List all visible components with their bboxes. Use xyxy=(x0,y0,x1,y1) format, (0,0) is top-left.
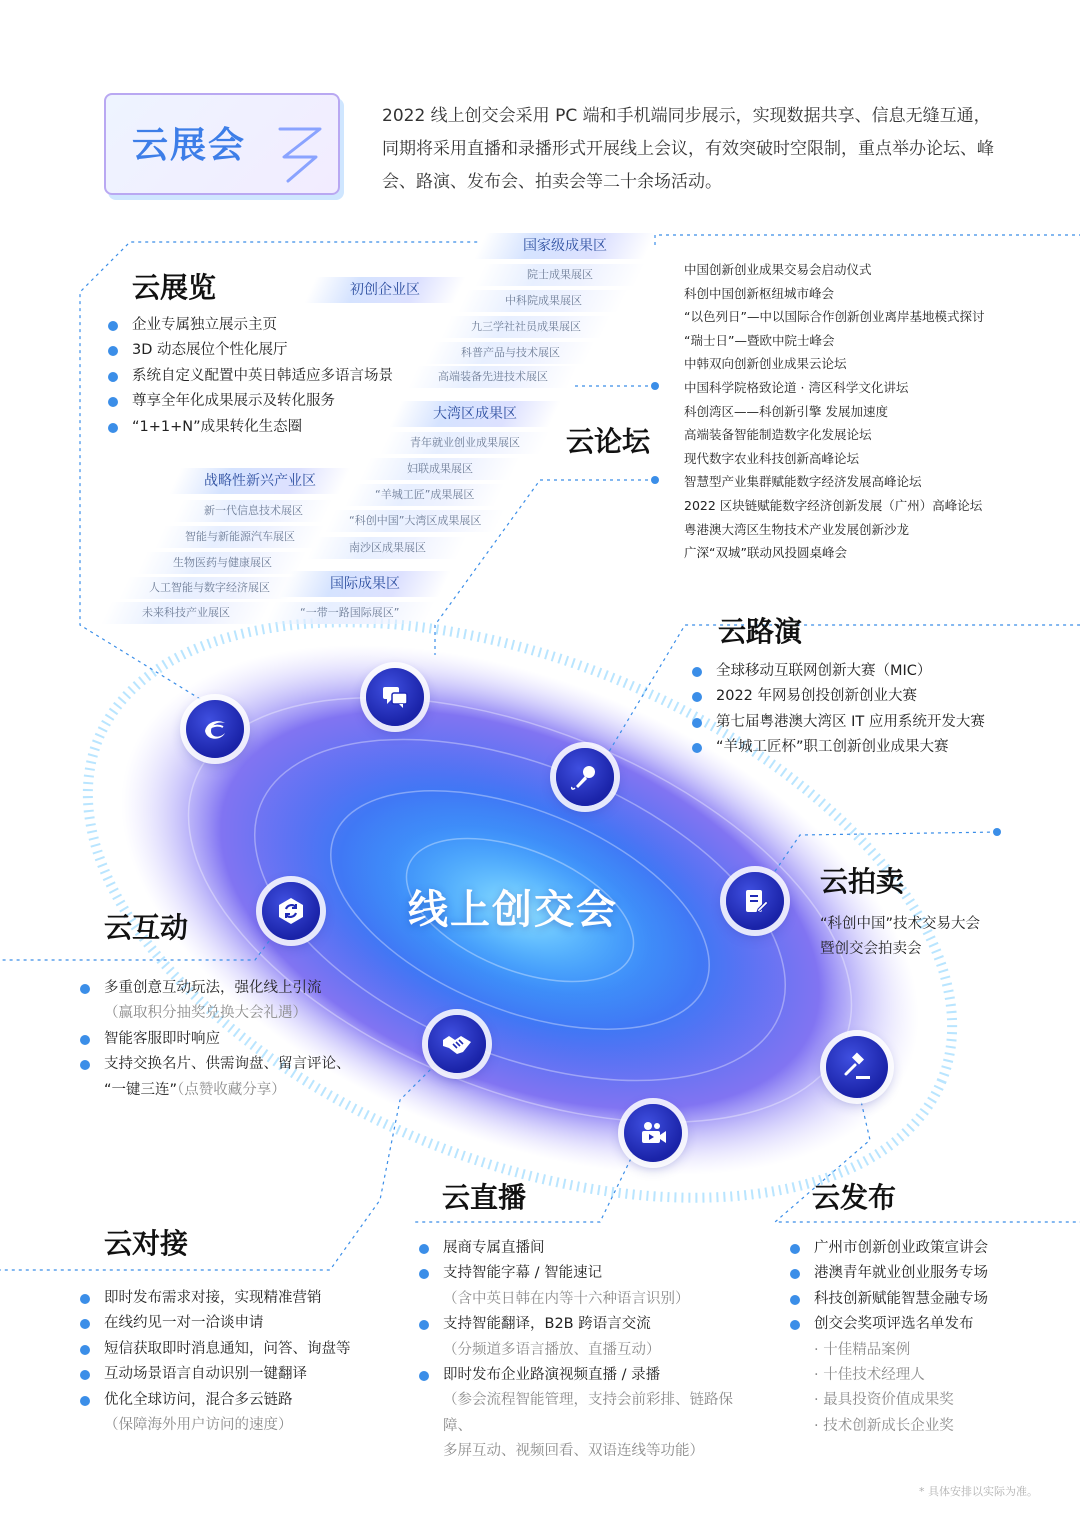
document-edit-icon xyxy=(726,872,784,930)
auction-text xyxy=(820,912,980,962)
list-item: 全球移动互联网创新大赛（MIC） xyxy=(690,659,1010,684)
list-item: 2022 区块链赋能数字经济创新发展（广州）高峰论坛 xyxy=(684,497,983,513)
zone-item: 人工智能与数字经济展区 xyxy=(119,577,299,599)
list-item: 科创湾区——科创新引擎 发展加速度 xyxy=(684,403,888,419)
list-item: 2022 年网易创投创新创业大赛 xyxy=(690,684,1010,709)
list-item: 中韩双向创新创业成果云论坛 xyxy=(684,356,847,372)
zone-bay: 大湾区成果区 xyxy=(389,401,561,427)
zone-national: 国家级成果区 xyxy=(474,233,656,259)
list-item: 粤港澳大湾区生物技术产业发展创新沙龙 xyxy=(684,521,910,537)
footnote: * 具体安排以实际为准。 xyxy=(919,1485,1038,1498)
dock-heading: 云对接 xyxy=(104,1227,189,1260)
chat-icon xyxy=(366,668,424,726)
microphone-icon xyxy=(556,748,614,806)
exchange-icon xyxy=(262,882,320,940)
list-item: 现代数字农业科技创新高峰论坛 xyxy=(684,450,860,466)
zone-strategic: 战略性新兴产业区 xyxy=(169,468,351,494)
live-list xyxy=(417,1236,757,1465)
auction-line: “科创中国”技术交易大会 xyxy=(820,916,981,932)
zone-item: 高端装备先进技术展区 xyxy=(408,366,578,388)
list-item: 广深“双城”联动风投圆桌峰会 xyxy=(684,545,847,561)
list-item: 在线约见一对一洽谈申请 xyxy=(78,1311,378,1336)
video-camera-icon xyxy=(624,1104,682,1162)
zone-item: 智能与新能源汽车展区 xyxy=(155,526,325,548)
list-note: （赢取积分抽奖兑换大会礼遇） xyxy=(104,1005,307,1022)
list-subitem: · 十佳技术经理人 xyxy=(814,1367,925,1384)
list-item: 支持智能翻译，B2B 跨语言交流 xyxy=(417,1312,757,1337)
zone-item: 生物医药与健康展区 xyxy=(137,552,307,574)
list-item: “1+1+N”成果转化生态圈 xyxy=(106,415,446,440)
list-item: 系统自定义配置中英日韩适应多语言场景 xyxy=(106,364,446,389)
list-item: 3D 动态展位个性化展厅 xyxy=(106,338,446,363)
list-item: 即时发布需求对接，实现精准营销 xyxy=(78,1286,378,1311)
zone-item: “一带一路国际展区” xyxy=(265,602,435,624)
roadshow-heading: 云路演 xyxy=(718,615,803,648)
list-item: 企业专属独立展示主页 xyxy=(106,313,446,338)
handshake-icon xyxy=(428,1015,486,1073)
zone-intl: 国际成果区 xyxy=(279,571,451,597)
zone-item: 青年就业创业成果展区 xyxy=(380,432,550,454)
zone-item: 妇联成果展区 xyxy=(360,458,520,480)
list-item: “瑞士日”—暨欧中院士峰会 xyxy=(684,332,835,348)
list-item: 创交会奖项评选名单发布 xyxy=(788,1312,1038,1337)
zone-item: 九三学社社员成果展区 xyxy=(441,316,611,338)
list-item: 中国创新创业成果交易会启动仪式 xyxy=(684,262,872,277)
zone-item: 院士成果展区 xyxy=(475,264,645,286)
list-subitem: · 最具投资价值成果奖 xyxy=(814,1392,954,1409)
list-item: 支持智能字幕 / 智能速记 xyxy=(417,1261,757,1286)
title-box xyxy=(104,93,340,195)
list-item: 科技创新赋能智慧金融专场 xyxy=(788,1287,1038,1312)
dock-list xyxy=(78,1286,378,1438)
list-note: （保障海外用户访问的速度） xyxy=(104,1417,293,1434)
zone-item: “科创中国”大湾区成果展区 xyxy=(325,510,505,532)
intro-paragraph: 2022 线上创交会采用 PC 端和手机端同步展示，实现数据共享、信息无缝互通，同期将采用直播和录播形式开展线上会议，有效突破时空限制，重点举办论坛、峰会、路演、发布会、拍卖会等二十余场活动。 xyxy=(382,106,994,192)
list-item: “羊城工匠杯”职工创新创业成果大赛 xyxy=(690,735,1010,760)
exhibit-heading: 云展览 xyxy=(132,271,217,304)
zone-item: 新一代信息技术展区 xyxy=(173,500,333,522)
list-item: 互动场景语言自动识别一键翻译 xyxy=(78,1362,378,1387)
list-note: 多屏互动、视频回看、双语连线等功能） xyxy=(443,1443,704,1460)
zone-startup: 初创企业区 xyxy=(304,277,466,303)
list-item: 港澳青年就业创业服务专场 xyxy=(788,1261,1038,1286)
zone-item: 中科院成果展区 xyxy=(458,290,628,312)
list-item: 展商专属直播间 xyxy=(417,1236,757,1261)
list-note: （含中英日韩在内等十六种语言识别） xyxy=(443,1290,690,1307)
list-item: 高端装备智能制造数字化发展论坛 xyxy=(684,427,872,443)
z-decoration-icon xyxy=(274,123,326,185)
list-item: 智慧型产业集群赋能数字经济发展高峰论坛 xyxy=(684,474,922,490)
release-list xyxy=(788,1236,1038,1439)
interact-list xyxy=(78,976,378,1103)
zone-item: “羊城工匠”成果展区 xyxy=(345,484,505,506)
zone-item: 未来科技产业展区 xyxy=(101,602,271,624)
center-title: 线上创交会 xyxy=(408,887,618,933)
list-item: 科创中国创新枢纽城市峰会 xyxy=(684,285,835,301)
forum-list xyxy=(684,258,984,565)
zone-item: 南沙区成果展区 xyxy=(307,537,467,559)
list-item: 优化全球访问，混合多云链路 xyxy=(78,1388,378,1413)
interact-heading: 云互动 xyxy=(104,911,189,944)
list-item: 短信获取即时消息通知，问答、询盘等 xyxy=(78,1337,378,1362)
list-item: 中国科学院格致论道 · 湾区科学文化讲坛 xyxy=(684,379,909,395)
list-item: 即时发布企业路演视频直播 / 录播 xyxy=(417,1363,757,1388)
page-title: 云展会 xyxy=(132,125,247,166)
zone-item: 科普产品与技术展区 xyxy=(425,342,595,364)
list-item: “以色列日”—中以国际合作创新创业离岸基地模式探讨 xyxy=(684,309,985,325)
forum-heading: 云论坛 xyxy=(566,425,651,458)
logo-icon xyxy=(186,700,244,758)
list-item: 多重创意互动玩法，强化线上引流 xyxy=(78,976,378,1001)
list-item: 支持交换名片、供需询盘、留言评论、 xyxy=(78,1052,378,1077)
gavel-icon xyxy=(826,1036,888,1098)
release-heading: 云发布 xyxy=(812,1181,897,1214)
list-item-cont: “一键三连”（点赞收藏分享） xyxy=(104,1081,286,1098)
auction-heading: 云拍卖 xyxy=(820,865,905,898)
live-heading: 云直播 xyxy=(442,1181,527,1214)
list-note: （分频道多语言播放、直播互动） xyxy=(443,1341,661,1358)
list-subitem: · 技术创新成长企业奖 xyxy=(814,1417,954,1434)
list-item: 智能客服即时响应 xyxy=(78,1027,378,1052)
list-subitem: · 十佳精品案例 xyxy=(814,1341,911,1358)
list-item: 第七届粤港澳大湾区 IT 应用系统开发大赛 xyxy=(690,710,1010,735)
list-item: 广州市创新创业政策宣讲会 xyxy=(788,1236,1038,1261)
auction-line: 暨创交会拍卖会 xyxy=(820,941,922,957)
list-item: 尊享全年化成果展示及转化服务 xyxy=(106,389,446,414)
list-note: （参会流程智能管理，支持会前彩排、链路保障、 xyxy=(443,1392,733,1434)
roadshow-list xyxy=(690,659,1010,761)
